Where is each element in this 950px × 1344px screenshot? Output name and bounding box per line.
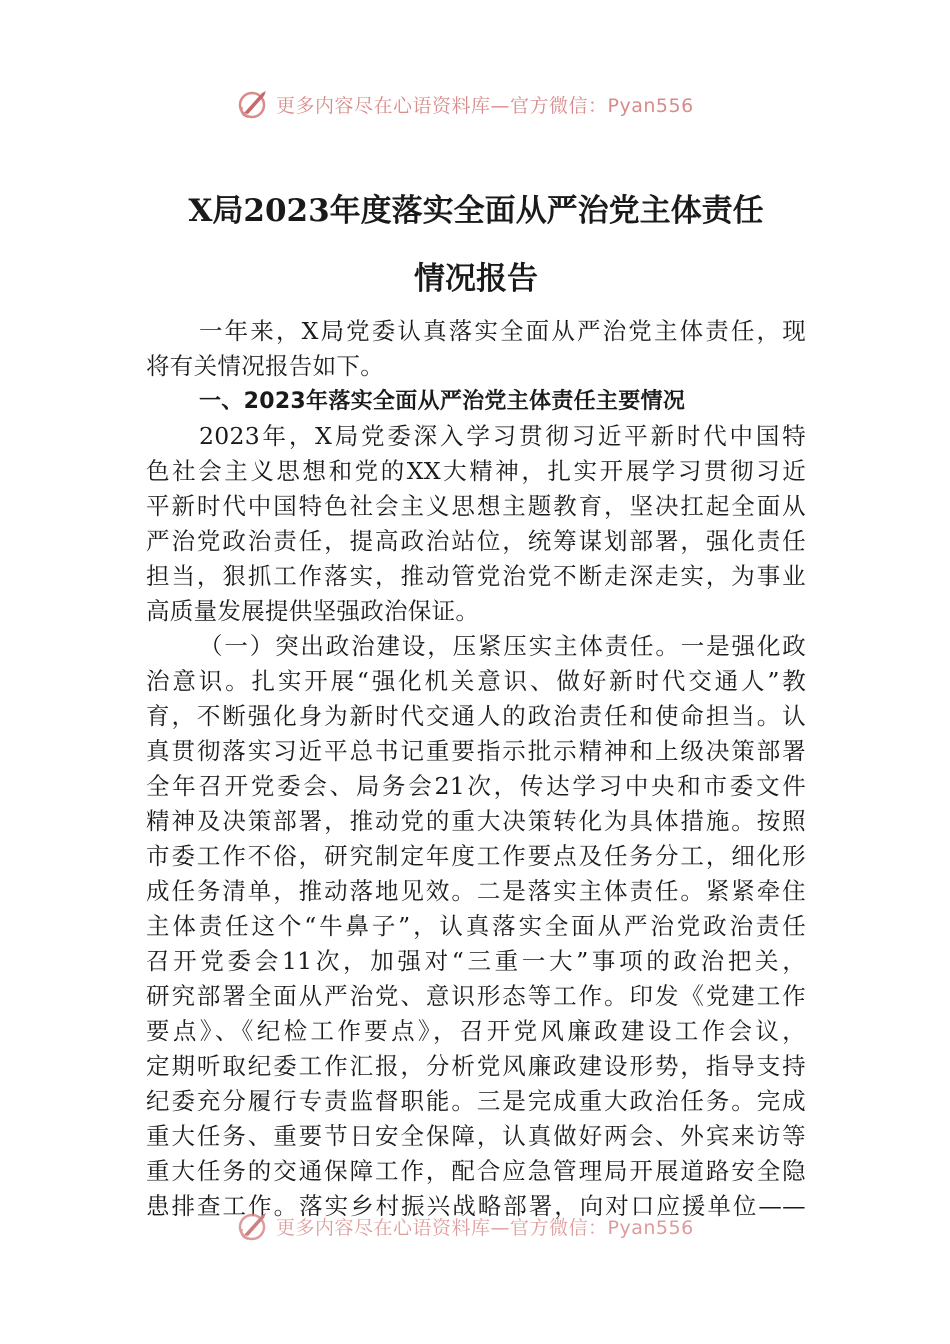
watermark-text: 更多内容尽在心语资料库—官方微信：Pyan556 <box>276 1216 694 1239</box>
document-title-line-1: X局2023年度落实全面从严治党主体责任 <box>188 193 764 229</box>
pen-logo-icon <box>236 1209 270 1243</box>
body-line: 定期听取纪委工作汇报，分析党风廉政建设形势，指导支持 <box>146 1052 806 1080</box>
body-line: 成任务清单，推动落地见效。二是落实主体责任。紧紧牵住 <box>146 877 806 905</box>
body-line: 2023年，X局党委深入学习贯彻习近平新时代中国特 <box>199 422 806 450</box>
body-line: 召开党委会11次，加强对“三重一大”事项的政治把关， <box>146 947 806 975</box>
body-line: （一）突出政治建设，压紧压实主体责任。一是强化政 <box>199 632 806 660</box>
body-line: 患排查工作。落实乡村振兴战略部署，向对口应援单位—— <box>146 1192 806 1220</box>
document-body <box>146 314 806 1224</box>
body-line: 重大任务、重要节日安全保障，认真做好两会、外宾来访等 <box>146 1122 806 1150</box>
body-line: 严治党政治责任，提高政治站位，统筹谋划部署，强化责任 <box>146 527 806 555</box>
body-line: 精神及决策部署，推动党的重大决策转化为具体措施。按照 <box>146 807 806 835</box>
body-line: 高质量发展提供坚强政治保证。 <box>146 597 480 625</box>
body-line: 真贯彻落实习近平总书记重要指示批示精神和上级决策部署 <box>146 737 806 765</box>
body-line: 主体责任这个“牛鼻子”，认真落实全面从严治党政治责任 <box>146 912 806 940</box>
pen-logo-icon <box>236 87 270 121</box>
body-line: 全年召开党委会、局务会21次，传达学习中央和市委文件 <box>146 772 806 800</box>
body-line: 色社会主义思想和党的XX大精神，扎实开展学习贯彻习近 <box>146 457 806 485</box>
body-line: 市委工作不俗，研究制定年度工作要点及任务分工，细化形 <box>146 842 806 870</box>
body-line: 纪委充分履行专责监督职能。三是完成重大政治任务。完成 <box>146 1087 806 1115</box>
body-line: 研究部署全面从严治党、意识形态等工作。印发《党建工作 <box>146 982 806 1010</box>
body-line: 育，不断强化身为新时代交通人的政治责任和使命担当。认 <box>146 702 806 730</box>
body-line: 将有关情况报告如下。 <box>146 352 384 380</box>
body-line: 一年来，X局党委认真落实全面从严治党主体责任，现 <box>199 317 806 345</box>
body-line: 重大任务的交通保障工作，配合应急管理局开展道路安全隐 <box>146 1157 806 1185</box>
body-line: 担当，狠抓工作落实，推动管党治党不断走深走实，为事业 <box>146 562 806 590</box>
watermark-footer <box>236 1206 694 1246</box>
document-title-line-2: 情况报告 <box>414 261 538 297</box>
section-heading: 一、2023年落实全面从严治党主体责任主要情况 <box>199 389 686 414</box>
watermark-text: 更多内容尽在心语资料库—官方微信：Pyan556 <box>276 94 694 117</box>
watermark-header <box>236 84 694 124</box>
body-line: 要点》、《纪检工作要点》，召开党风廉政建设工作会议， <box>146 1017 806 1045</box>
body-line: 平新时代中国特色社会主义思想主题教育，坚决扛起全面从 <box>146 492 806 520</box>
body-line: 治意识。扎实开展“强化机关意识、做好新时代交通人”教 <box>146 667 806 695</box>
